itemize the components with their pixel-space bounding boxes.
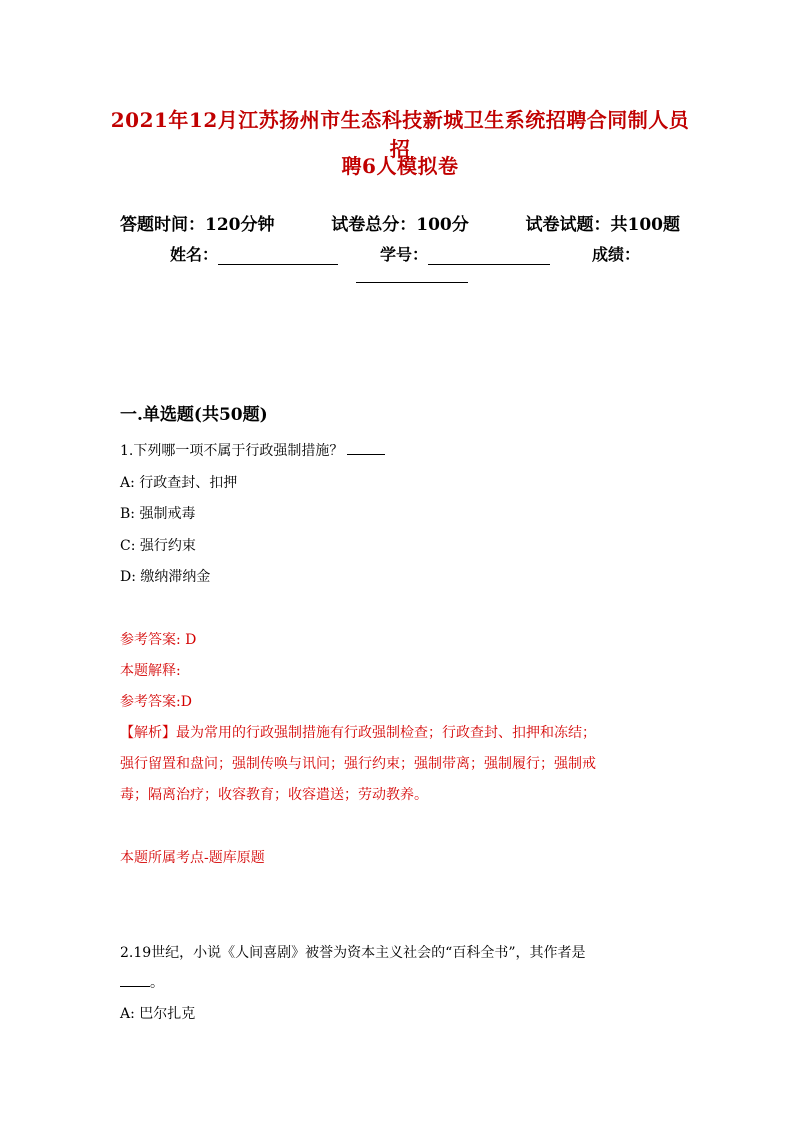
score-field: [592, 242, 640, 265]
question-1-answer-repeat: 参考答案:D: [120, 694, 192, 710]
question-1-option-d: D: 缴纳滞纳金: [120, 569, 211, 585]
question-2-option-a: A: 巴尔扎克: [120, 1006, 196, 1022]
exam-title-line-1: 2021年12月江苏扬州市生态科技新城卫生系统招聘合同制人员招: [110, 108, 690, 161]
student-fields: [170, 242, 640, 265]
answer-blank-line: [347, 440, 385, 455]
exam-total-score: 试卷总分：100分: [331, 215, 469, 235]
exam-question-count: 试卷试题：共100题: [525, 215, 680, 235]
question-1-explanation-line-3: 毒；隔离治疗；收容教育；收容遣送；劳动教养。: [120, 787, 428, 803]
question-2-stem-end: 。: [150, 975, 164, 991]
student-id-field: [380, 242, 550, 265]
question-1-explain-label: 本题解释:: [120, 663, 181, 679]
question-1-stem: [120, 440, 385, 460]
name-label: 姓名：: [170, 245, 219, 264]
question-1-stem-text: 1.下列哪一项不属于行政强制措施？: [120, 443, 344, 459]
question-1-source: 本题所属考点-题库原题: [120, 850, 265, 866]
question-1-option-b: B: 强制戒毒: [120, 506, 196, 522]
question-2-stem-line-2: [120, 972, 164, 992]
score-label: 成绩：: [591, 245, 640, 264]
exam-time: 答题时间：120分钟: [120, 215, 275, 235]
name-field: [170, 242, 338, 265]
question-1-explanation-line-2: 强行留置和盘问；强制传唤与讯问；强行约束；强制带离；强制履行；强制戒: [120, 756, 596, 772]
question-2-stem-line-1: 2.19世纪，小说《人间喜剧》被誉为资本主义社会的“百科全书”，其作者是: [120, 945, 586, 961]
exam-meta: [120, 210, 680, 235]
score-blank-line: [356, 264, 468, 283]
student-id-label: 学号：: [379, 245, 428, 264]
section-heading: 一.单选题(共50题): [120, 405, 268, 425]
answer-blank-line: [120, 972, 150, 987]
question-1-option-c: C: 强行约束: [120, 538, 196, 554]
name-blank-line: [218, 246, 338, 265]
question-1-option-a: A: 行政查封、扣押: [120, 475, 238, 491]
student-id-blank-line: [428, 246, 550, 265]
question-1-explanation-line-1: 【解析】最为常用的行政强制措施有行政强制检查；行政查封、扣押和冻结；: [120, 725, 596, 741]
question-1-answer: 参考答案: D: [120, 632, 197, 648]
exam-title-line-2: 聘6人模拟卷: [341, 154, 459, 178]
